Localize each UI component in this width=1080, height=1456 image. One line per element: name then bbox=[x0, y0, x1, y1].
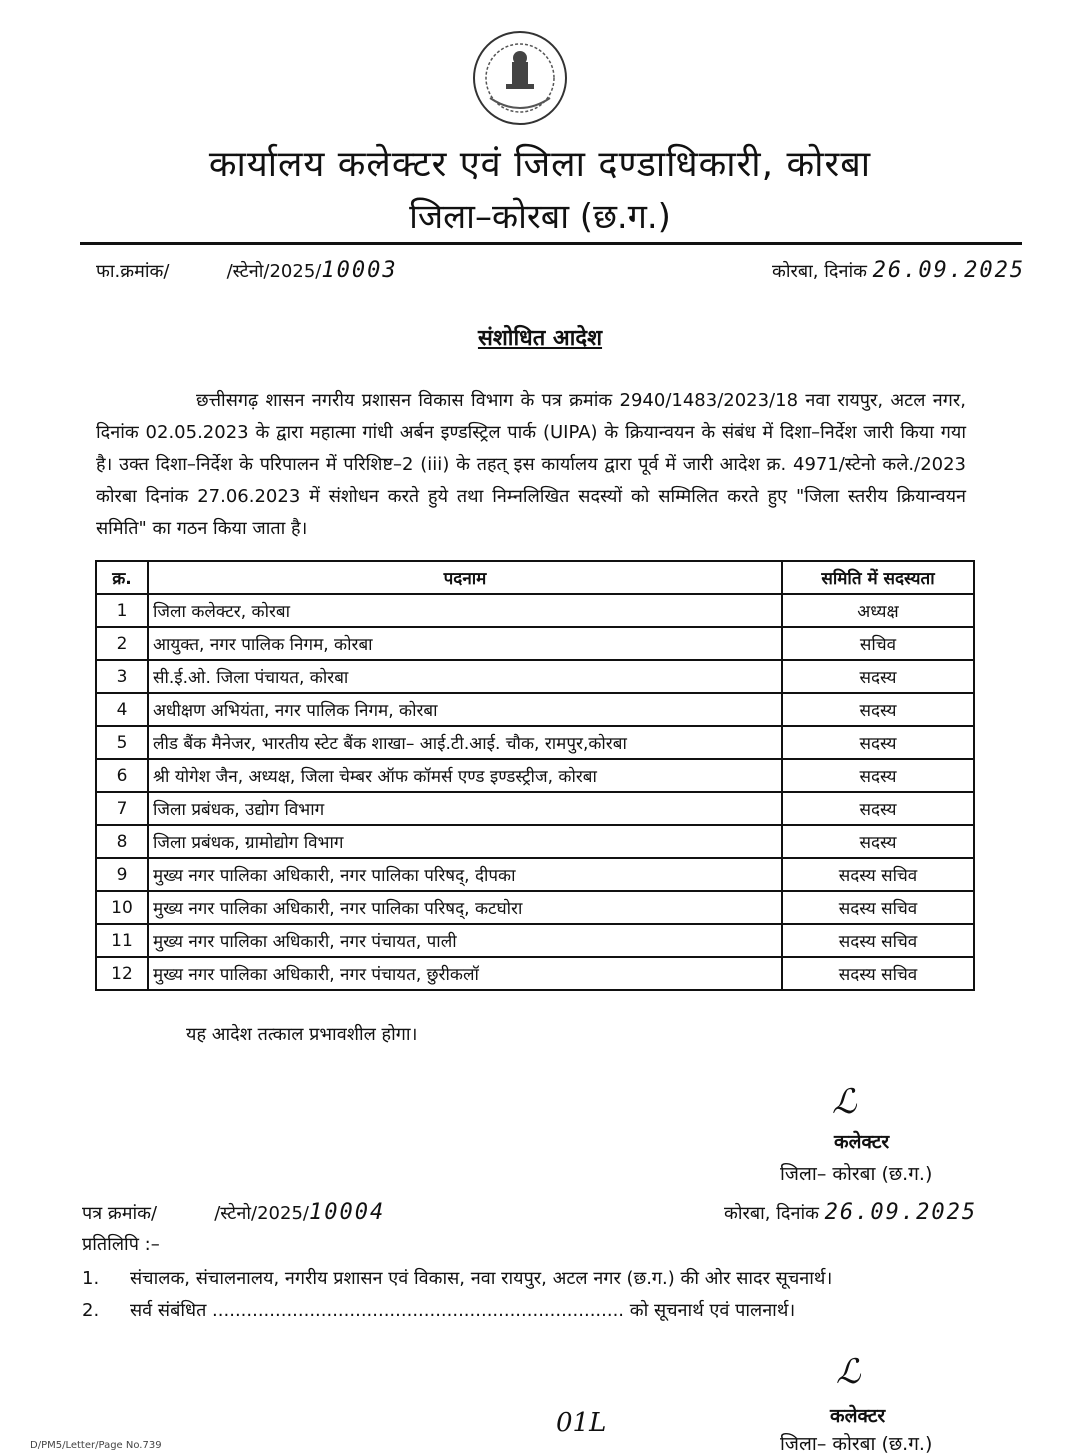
collector-signature-1: ℒ bbox=[832, 1082, 857, 1122]
row-membership: सदस्य सचिव bbox=[782, 891, 974, 924]
copy-to-label: प्रतिलिपि :– bbox=[82, 1234, 160, 1255]
row-serial: 2 bbox=[96, 627, 148, 660]
table-row bbox=[96, 660, 974, 693]
file-reference bbox=[96, 258, 398, 283]
letter-reference-prefix: पत्र क्रमांक/ /स्टेनो/2025/ bbox=[82, 1203, 309, 1224]
signature1-title: कलेक्टर bbox=[834, 1131, 890, 1153]
row-serial: 5 bbox=[96, 726, 148, 759]
table-row bbox=[96, 759, 974, 792]
letter-date-prefix: कोरबा, दिनांक bbox=[724, 1203, 819, 1224]
row-serial: 9 bbox=[96, 858, 148, 891]
row-designation: आयुक्त, नगर पालिक निगम, कोरबा bbox=[148, 627, 782, 660]
row-designation: मुख्य नगर पालिका अधिकारी, नगर पंचायत, छुरीकलॉ bbox=[148, 957, 782, 990]
row-membership: सदस्य bbox=[782, 726, 974, 759]
row-designation: सी.ई.ओ. जिला पंचायत, कोरबा bbox=[148, 660, 782, 693]
table-row bbox=[96, 891, 974, 924]
row-membership: सदस्य सचिव bbox=[782, 858, 974, 891]
row-designation: जिला प्रबंधक, ग्रामोद्योग विभाग bbox=[148, 825, 782, 858]
order-date-prefix: कोरबा, दिनांक bbox=[772, 261, 867, 282]
office-title: कार्यालय कलेक्टर एवं जिला दण्डाधिकारी, कोरबा bbox=[208, 144, 872, 185]
row-designation: मुख्य नगर पालिका अधिकारी, नगर पंचायत, पाली bbox=[148, 924, 782, 957]
row-designation: लीड बैंक मैनेजर, भारतीय स्टेट बैंक शाखा– आई.टी.आई. चौक, रामपुर,कोरबा bbox=[148, 726, 782, 759]
signature2-title: कलेक्टर bbox=[830, 1405, 886, 1427]
order-heading-text: संशोधित आदेश bbox=[477, 326, 603, 351]
table-row bbox=[96, 924, 974, 957]
page-mark: 01L bbox=[556, 1408, 607, 1438]
signature1-subtitle: जिला– कोरबा (छ.ग.) bbox=[780, 1163, 933, 1185]
header-divider bbox=[80, 242, 1022, 245]
table-row bbox=[96, 957, 974, 990]
row-serial: 3 bbox=[96, 660, 148, 693]
row-designation: श्री योगेश जैन, अध्यक्ष, जिला चेम्बर ऑफ कॉमर्स एण्ड इण्डस्ट्रीज, कोरबा bbox=[148, 759, 782, 792]
row-membership: सदस्य bbox=[782, 825, 974, 858]
row-serial: 6 bbox=[96, 759, 148, 792]
order-heading bbox=[0, 322, 1080, 352]
row-serial: 4 bbox=[96, 693, 148, 726]
letter-reference-number: 10004 bbox=[308, 1200, 386, 1225]
state-emblem-icon bbox=[470, 28, 570, 128]
col-serial-header: क्र. bbox=[96, 561, 148, 594]
col-membership-header: समिति में सदस्यता bbox=[782, 561, 974, 594]
col-designation-header: पदनाम bbox=[148, 561, 782, 594]
order-date-value: 26.09.2025 bbox=[872, 258, 1026, 283]
row-membership: सदस्य सचिव bbox=[782, 924, 974, 957]
row-designation: जिला प्रबंधक, उद्योग विभाग bbox=[148, 792, 782, 825]
committee-members-table bbox=[95, 560, 975, 991]
copy-item-2 bbox=[82, 1298, 795, 1322]
row-membership: सदस्य bbox=[782, 660, 974, 693]
row-serial: 1 bbox=[96, 594, 148, 627]
row-membership: सदस्य bbox=[782, 759, 974, 792]
collector-signature-2: ℒ bbox=[836, 1352, 861, 1392]
copy-item-number: 2. bbox=[82, 1300, 100, 1321]
table-row bbox=[96, 594, 974, 627]
row-membership: सचिव bbox=[782, 627, 974, 660]
office-subtitle: जिला–कोरबा (छ.ग.) bbox=[409, 197, 671, 237]
table-row bbox=[96, 825, 974, 858]
copy-item-text: सर्व संबंधित ........................................................................ को सूचनार्थ एवं पालनार्थ। bbox=[130, 1300, 796, 1321]
row-designation: मुख्य नगर पालिका अधिकारी, नगर पालिका परिषद्, दीपका bbox=[148, 858, 782, 891]
copy-item-number: 1. bbox=[82, 1268, 100, 1289]
row-membership: सदस्य bbox=[782, 693, 974, 726]
table-row bbox=[96, 627, 974, 660]
signature2-subtitle: जिला– कोरबा (छ.ग.) bbox=[780, 1433, 933, 1455]
copy-item-1 bbox=[82, 1266, 832, 1290]
row-serial: 8 bbox=[96, 825, 148, 858]
row-designation: मुख्य नगर पालिका अधिकारी, नगर पालिका परिषद्, कटघोरा bbox=[148, 891, 782, 924]
row-serial: 7 bbox=[96, 792, 148, 825]
row-membership: अध्यक्ष bbox=[782, 594, 974, 627]
table-row bbox=[96, 792, 974, 825]
file-reference-number: 10003 bbox=[321, 258, 398, 283]
table-row bbox=[96, 726, 974, 759]
copy-item-text: संचालक, संचालनालय, नगरीय प्रशासन एवं विकास, नवा रायपुर, अटल नगर (छ.ग.) की ओर सादर सूचनार्थ। bbox=[130, 1268, 833, 1289]
table-header-row bbox=[96, 561, 974, 594]
table-row bbox=[96, 693, 974, 726]
row-designation: जिला कलेक्टर, कोरबा bbox=[148, 594, 782, 627]
row-membership: सदस्य सचिव bbox=[782, 957, 974, 990]
letter-date-value: 26.09.2025 bbox=[824, 1200, 978, 1225]
letter-date bbox=[724, 1200, 977, 1225]
row-membership: सदस्य bbox=[782, 792, 974, 825]
order-body-paragraph: छत्तीसगढ़ शासन नगरीय प्रशासन विकास विभाग के पत्र क्रमांक 2940/1483/2023/18 नवा रायपुर, अटल नगर, दिनांक 02.05.2023 के द्वारा महात्मा गांधी अर्बन इण्डस्ट्रिल पार्क (UIPA) के क्रियान्वयन के संबंध में दिशा–निर्देश जारी किया गया है। उक्त दिशा–निर्देश के परिपालन में परिशिष्ट–2 (iii) के तहत् इस कार्यालय द्वारा पूर्व में जारी आदेश क्र. 4971/स्टेनो कले./2023 कोरबा दिनांक 27.06.2023 में संशोधन करते हुये तथा निम्नलिखित सदस्यों को सम्मिलित करते हुए "जिला स्तरीय क्रियान्वयन समिति" का गठन किया जाता है। bbox=[96, 390, 966, 539]
row-serial: 12 bbox=[96, 957, 148, 990]
table-row bbox=[96, 858, 974, 891]
footer-code: D/PM5/Letter/Page No.739 bbox=[30, 1440, 162, 1451]
file-reference-prefix: फा.क्रमांक/ /स्टेनो/2025/ bbox=[96, 261, 322, 282]
letter-reference bbox=[82, 1200, 385, 1225]
row-serial: 10 bbox=[96, 891, 148, 924]
row-designation: अधीक्षण अभियंता, नगर पालिक निगम, कोरबा bbox=[148, 693, 782, 726]
order-date bbox=[772, 258, 1025, 283]
effect-statement: यह आदेश तत्काल प्रभावशील होगा। bbox=[186, 1024, 418, 1045]
row-serial: 11 bbox=[96, 924, 148, 957]
